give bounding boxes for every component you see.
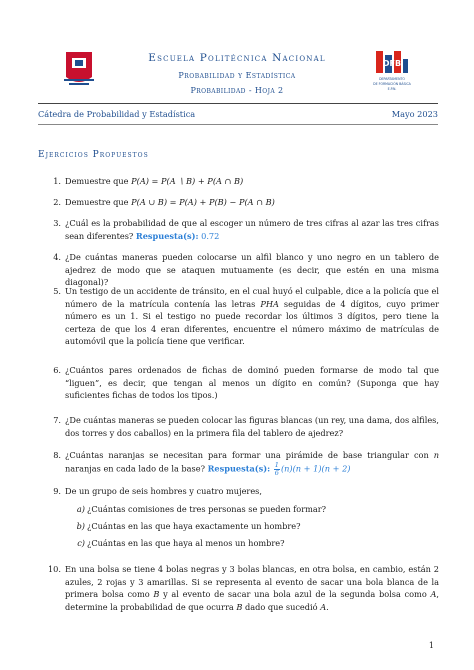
document-date: Mayo 2023 [391,109,438,119]
exercise-number: 10. [47,564,61,574]
institution-name: Escuela Politécnica Nacional [148,52,326,64]
dfb-line-2: DE FORMACIÓN BÁSICA [373,82,411,86]
exercise-number: 6. [53,365,61,375]
plate-letters: PHA [260,298,279,309]
exercise-text-cont: , determine la probabilidad de que ocurra [65,589,439,612]
exercise-7 [53,414,439,439]
exercise-3 [53,217,439,242]
dfb-line-3: E.P.N. [387,87,397,91]
answer-label: Respuesta(s): [207,463,271,474]
exercise-number: 9. [53,486,61,496]
subitem-text: ¿Cuántas comisiones de tres personas se pueden formar? [87,504,327,514]
answer-value: (n)(n + 1)(n + 2) [280,463,351,474]
subitem-label: c) [77,538,85,548]
subitem-text: ¿Cuántas en las que haya exactamente un hombre? [87,521,301,531]
variable-b: B [153,589,160,600]
exercise-text-cont: y al evento de sacar una bola azul de la segunda bolsa como [163,589,427,600]
exercise-5 [53,285,440,348]
exercise-text: Un testigo de un accidente de tránsito, en el cual huyó el culpable, dice a la policía que el número de la matrícula contenía las letras [65,286,439,309]
exercise-9 [53,485,439,498]
exercise-number: 8. [53,450,61,460]
exercise-text-cont: seguidas de 4 dígitos, cuyo primer número es un 1. Si el testigo no puede recordar los últimos 3 dígitos, pero tiene la certeza de que los 4 eran diferentes, encuentre el número máximo de matrículas de automóvil que la policía tiene que verificar. [65,298,440,347]
page-number: 1 [428,641,434,650]
variable-b: B [236,601,243,612]
answer-fraction [274,462,280,477]
exercise-2 [53,196,439,209]
exercise-text: Demuestre que [65,197,129,207]
course-subtitle: Probabilidad y Estadística [178,71,296,80]
exercise-number: 1. [53,176,61,186]
exercise-number: 4. [53,252,61,262]
exercise-text: En una bolsa se tiene 4 bolas negras y 3 bolas blancas, en otra bolsa, en cambio, están 2 azules, 2 rojas y 3 amarillas. Si se representa al evento de sacar una bola blanca de la primera bolsa como [65,564,439,600]
exercise-text-cont: naranjas en cada lado de la base? [65,463,205,474]
exercise-number: 2. [53,197,61,207]
header-rule [38,103,438,104]
variable-a: A [430,589,437,600]
exercise-number: 5. [53,286,61,296]
subitem-label: a) [76,504,85,514]
sheet-title: Probabilidad - Hoja 2 [190,86,284,95]
variable-a: A [320,601,327,612]
subitem-c [77,537,427,549]
exercise-text: ¿De cuántas maneras se pueden colocar las figuras blancas (un rey, una dama, dos alfiles, dos torres y dos caballos) en la primera fila del tablero de ajedrez? [65,415,439,438]
variable-n: n [433,450,440,460]
exercise-4 [53,251,439,289]
subitem-label: b) [76,521,85,531]
exercise-1 [53,175,439,188]
course-name: Cátedra de Probabilidad y Estadística [38,109,196,119]
fraction-denominator: 6 [274,468,279,477]
section-title: Ejercicios Propuestos [38,150,149,160]
fraction-numerator: 1 [274,460,279,469]
exercise-8 [53,449,440,477]
exercise-formula: P(A) = P(A ∖ B) + P(A ∩ B) [131,176,244,186]
exercise-text: ¿Cuántas naranjas se necesitan para formar una pirámide de base triangular con [65,450,429,460]
exercise-text: ¿Cuántos pares ordenados de fichas de dominó pueden formarse de modo tal que “liguen”, es decir, que tengan al menos un dígito en común? (Suponga que hay suficientes fichas de todos los tipos.) [65,365,439,401]
subitem-a [76,503,427,515]
subitem-text: ¿Cuántas en las que haya al menos un hombre? [87,538,285,548]
exercise-text-end: . [326,601,329,612]
exercise-text: Demuestre que [65,176,129,186]
dfb-mark: DFB [382,59,402,68]
exercise-formula: P(A ∪ B) = P(A) + P(B) − P(A ∩ B) [131,197,275,207]
exercise-text: ¿De cuántas maneras pueden colocarse un alfil blanco y uno negro en un tablero de ajedrez de modo que se ataquen mutuamente (es decir, que estén en una misma diagonal)? [65,252,439,288]
dfb-line-1: DEPARTAMENTO [379,77,405,81]
answer-label: Respuesta(s): [135,230,199,241]
exercise-10 [47,563,439,613]
subitem-b [76,520,427,532]
exercise-6 [53,364,439,402]
exercise-text-cont: dado que sucedió [245,601,318,612]
answer-value: 0.72 [201,230,220,241]
exercise-number: 3. [53,218,61,228]
exercise-number: 7. [53,415,61,425]
exercise-text: ¿Cuál es la probabilidad de que al escoger un número de tres cifras al azar las tres cifras sean diferentes? [65,218,439,241]
subheader-rule [38,124,438,125]
exercise-text: De un grupo de seis hombres y cuatro mujeres, [65,486,262,496]
